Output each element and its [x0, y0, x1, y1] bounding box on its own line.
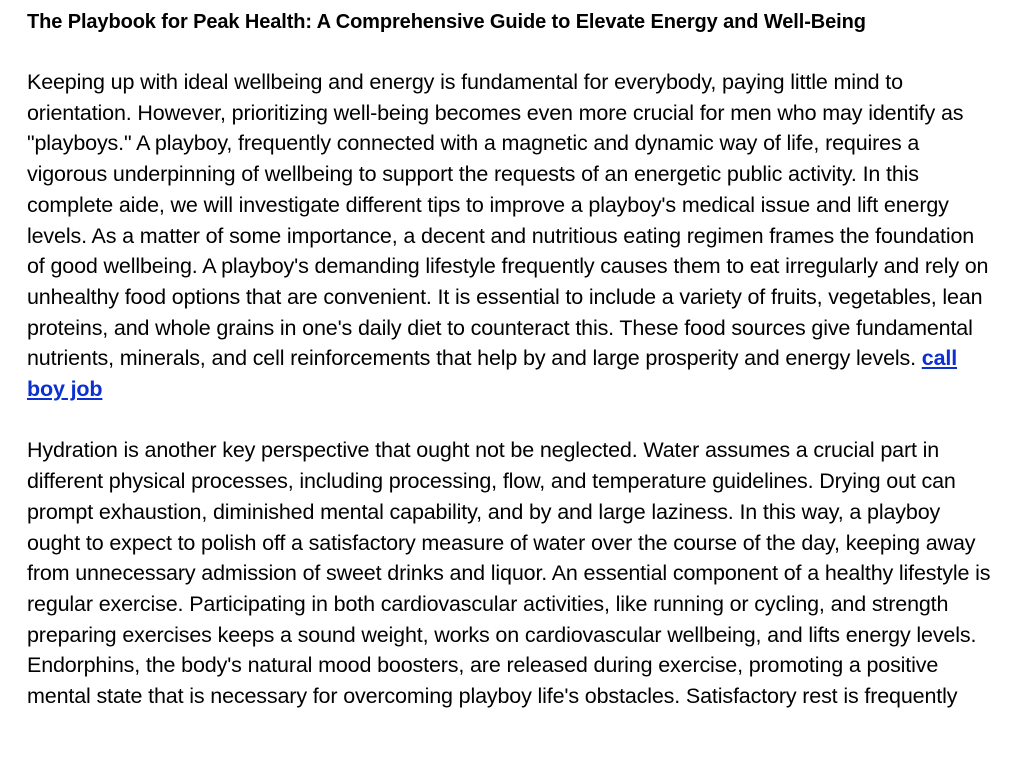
paragraph-nutrition: [27, 67, 997, 405]
call-boy-job-link[interactable]: call boy job: [27, 346, 958, 402]
document-page: [27, 0, 997, 712]
paragraph-nutrition-text: Keeping up with ideal wellbeing and energy is fundamental for everybody, paying little mind to orientation. However, prioritizing well-being becomes even more crucial for men who may identify as "playboys." A playboy, frequently connected with a magnetic and dynamic way of life, requires a vigorous underpinning of wellbeing to support the requests of an energetic public activity. In this complete aide, we will investigate different tips to improve a playboy's medical issue and lift energy levels. As a matter of some importance, a decent and nutritious eating regimen frames the foundation of good wellbeing. A playboy's demanding lifestyle frequently causes them to eat irregularly and rely on unhealthy food options that are convenient. It is essential to include a variety of fruits, vegetables, lean proteins, and whole grains in one's daily diet to counteract this. These food sources give fundamental nutrients, minerals, and cell reinforcements that help by and large prosperity and energy levels.: [27, 70, 989, 371]
paragraph-hydration: Hydration is another key perspective that ought not be neglected. Water assumes a crucial part in different physical processes, including processing, flow, and temperature guidelines. Drying out can prompt exhaustion, diminished mental capability, and by and large laziness. In this way, a playboy ought to expect to polish off a satisfactory measure of water over the course of the day, keeping away from unnecessary admission of sweet drinks and liquor. An essential component of a healthy lifestyle is regular exercise. Participating in both cardiovascular activities, like running or cycling, and strength preparing exercises keeps a sound weight, works on cardiovascular wellbeing, and lifts energy levels. Endorphins, the body's natural mood boosters, are released during exercise, promoting a positive mental state that is necessary for overcoming playboy life's obstacles. Satisfactory rest is frequently: [27, 438, 991, 709]
document-title: The Playbook for Peak Health: A Comprehensive Guide to Elevate Energy and Well-Being: [27, 11, 866, 33]
